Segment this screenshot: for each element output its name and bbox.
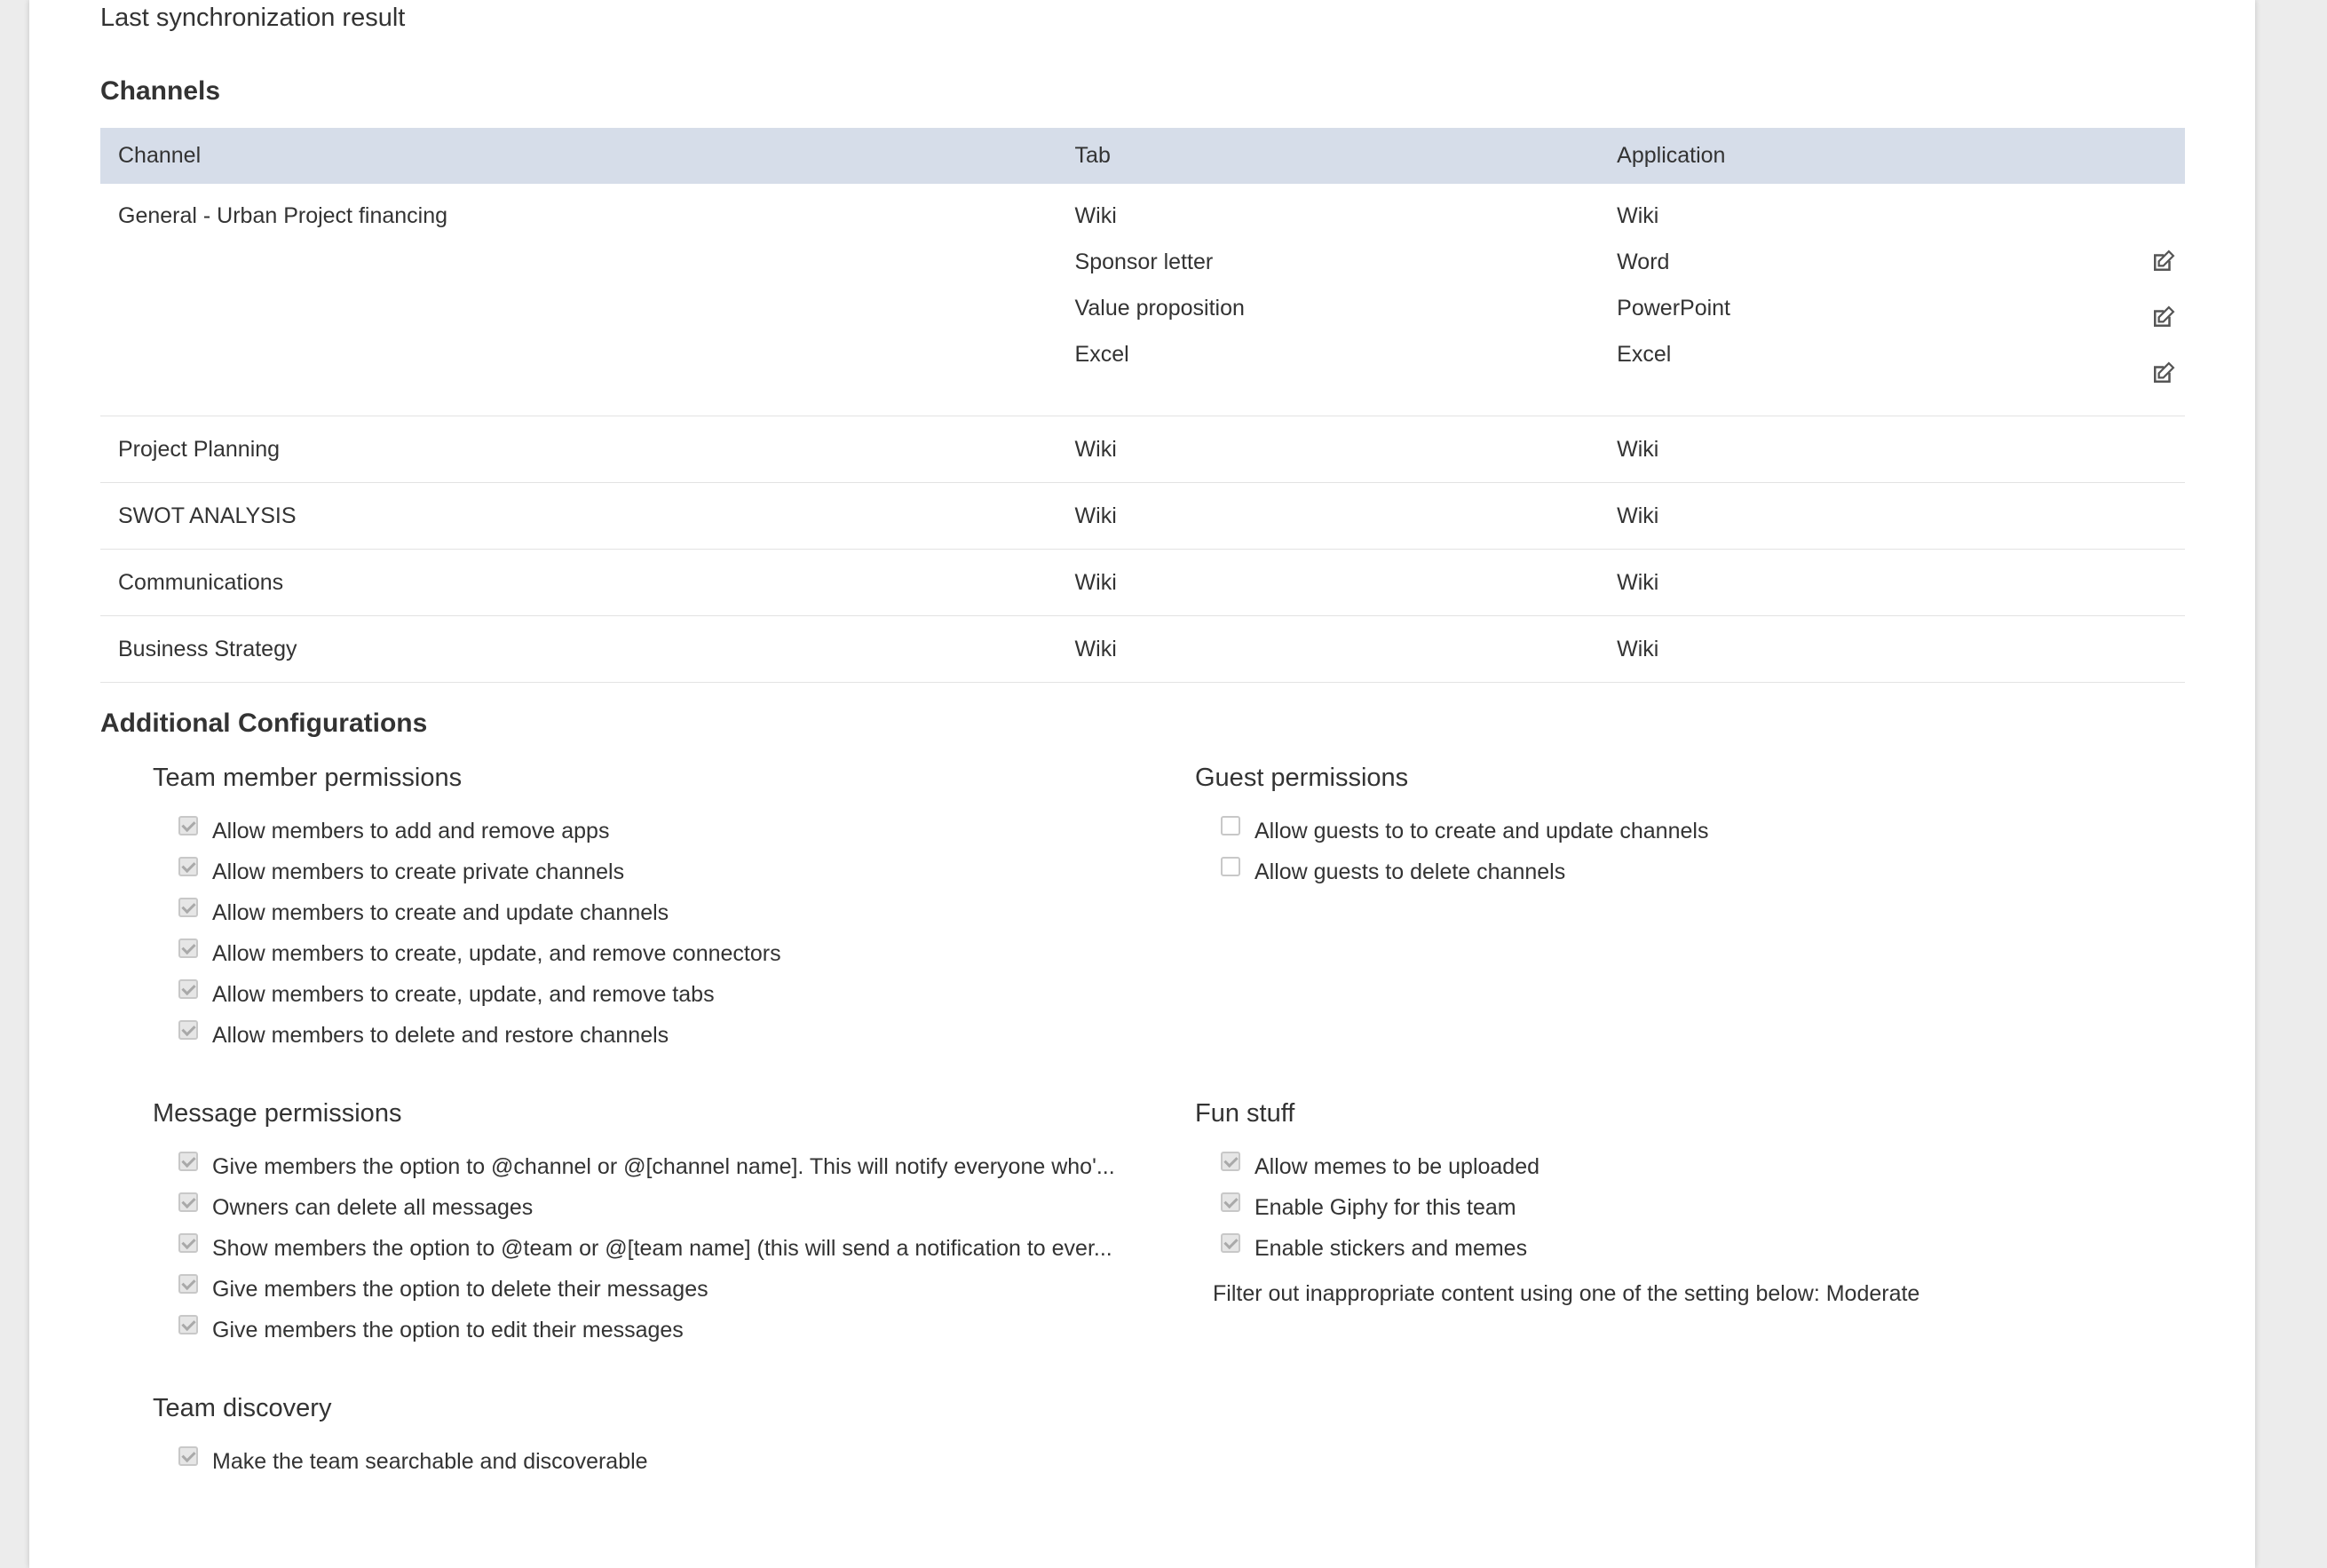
tab-name: Wiki — [1074, 203, 1117, 228]
checkbox-row[interactable] — [178, 1146, 1115, 1187]
checkbox-row[interactable] — [178, 1015, 781, 1056]
checkbox-label: Allow guests to delete channels — [1255, 859, 1566, 884]
app-cell — [1599, 184, 2081, 416]
channels-table — [100, 128, 2185, 683]
app-name: Wiki — [1599, 550, 2081, 616]
checkbox-row[interactable] — [178, 811, 781, 851]
actions-cell — [2081, 483, 2185, 550]
checkbox-row[interactable] — [1221, 851, 1708, 892]
fun-stuff-section — [1195, 1099, 1919, 1307]
checkbox-icon[interactable] — [178, 1192, 198, 1212]
checkbox-row[interactable] — [178, 851, 781, 892]
team-member-permissions-title: Team member permissions — [153, 764, 463, 792]
message-permissions-section — [153, 1099, 1115, 1350]
checkbox-icon[interactable] — [1221, 857, 1240, 876]
team-discovery-section — [153, 1394, 648, 1482]
checkbox-icon[interactable] — [178, 1446, 198, 1466]
tab-name: Wiki — [1057, 483, 1600, 550]
table-row — [100, 616, 2185, 683]
actions-cell — [2081, 416, 2185, 483]
checkbox-icon[interactable] — [178, 1233, 198, 1253]
checkbox-label: Allow members to create, update, and remove tabs — [212, 981, 715, 1007]
team-discovery-title: Team discovery — [153, 1394, 332, 1422]
checkbox-row[interactable] — [1221, 1187, 1919, 1228]
guest-permissions-title: Guest permissions — [1195, 764, 1409, 792]
channel-name: General - Urban Project financing — [118, 203, 448, 228]
checkbox-label: Give members the option to edit their messages — [212, 1317, 684, 1342]
checkbox-icon[interactable] — [1221, 816, 1240, 835]
checkbox-label: Allow memes to be uploaded — [1255, 1153, 1540, 1179]
table-row — [100, 416, 2185, 483]
fun-stuff-title: Fun stuff — [1195, 1099, 1295, 1128]
tab-name: Value proposition — [1074, 296, 1245, 321]
checkbox-row[interactable] — [178, 974, 781, 1015]
header-tab: Tab — [1057, 128, 1600, 184]
checkbox-label: Show members the option to @team or @[team name] (this will send a notification to ever... — [212, 1235, 1112, 1261]
edit-icon[interactable] — [2149, 249, 2176, 275]
checkbox-row[interactable] — [178, 1269, 1115, 1310]
checkbox-row[interactable] — [178, 1310, 1115, 1350]
channel-name-cell — [100, 184, 1057, 416]
message-permissions-title: Message permissions — [153, 1099, 402, 1128]
checkbox-label: Allow guests to to create and update channels — [1255, 818, 1709, 843]
header-application: Application — [1599, 128, 2081, 184]
app-name: Word — [1617, 249, 1670, 274]
checkbox-icon[interactable] — [178, 1274, 198, 1294]
checkbox-icon[interactable] — [178, 1152, 198, 1171]
tab-name: Excel — [1074, 342, 1129, 367]
header-actions — [2081, 128, 2185, 184]
checkbox-icon[interactable] — [178, 857, 198, 876]
table-header-row — [100, 128, 2185, 184]
checkbox-label: Allow members to add and remove apps — [212, 818, 610, 843]
app-name: Wiki — [1599, 416, 2081, 483]
table-row — [100, 550, 2185, 616]
channel-name: SWOT ANALYSIS — [100, 483, 1057, 550]
edit-icon[interactable] — [2149, 305, 2176, 331]
app-name: Wiki — [1599, 616, 2081, 683]
checkbox-icon[interactable] — [178, 898, 198, 917]
checkbox-label: Allow members to create private channels — [212, 859, 625, 884]
checkbox-icon[interactable] — [178, 979, 198, 999]
checkbox-row[interactable] — [178, 1187, 1115, 1228]
checkbox-icon[interactable] — [178, 816, 198, 835]
checkbox-icon[interactable] — [1221, 1152, 1240, 1171]
tab-cell — [1057, 184, 1600, 416]
channel-name: Communications — [100, 550, 1057, 616]
checkbox-label: Allow members to create, update, and remove connectors — [212, 940, 781, 966]
checkbox-icon[interactable] — [178, 1020, 198, 1040]
checkbox-icon[interactable] — [1221, 1233, 1240, 1253]
checkbox-row[interactable] — [178, 892, 781, 933]
checkbox-icon[interactable] — [178, 1315, 198, 1334]
settings-page — [29, 0, 2255, 1568]
checkbox-row[interactable] — [178, 1228, 1115, 1269]
tab-name: Wiki — [1057, 550, 1600, 616]
table-row — [100, 483, 2185, 550]
checkbox-row[interactable] — [178, 1441, 648, 1482]
checkbox-label: Make the team searchable and discoverable — [212, 1448, 648, 1474]
checkbox-row[interactable] — [178, 933, 781, 974]
table-row — [100, 184, 2185, 416]
header-channel: Channel — [100, 128, 1057, 184]
checkbox-label: Allow members to create and update channels — [212, 899, 669, 925]
tab-name: Wiki — [1057, 416, 1600, 483]
checkbox-row[interactable] — [1221, 1146, 1919, 1187]
actions-cell — [2081, 616, 2185, 683]
app-name: Excel — [1617, 342, 1672, 367]
additional-configurations-title: Additional Configurations — [100, 709, 428, 738]
channels-title: Channels — [100, 76, 221, 106]
content-filter-text: Filter out inappropriate content using one of the setting below: Moderate — [1213, 1281, 1920, 1306]
checkbox-icon[interactable] — [1221, 1192, 1240, 1212]
edit-icon[interactable] — [2149, 360, 2176, 387]
last-sync-label: Last synchronization result — [100, 4, 406, 32]
app-name: PowerPoint — [1617, 296, 1731, 321]
channel-name: Business Strategy — [100, 616, 1057, 683]
checkbox-row[interactable] — [1221, 1228, 1919, 1269]
guest-permissions-section — [1195, 764, 1708, 892]
checkbox-row[interactable] — [1221, 811, 1708, 851]
tab-name: Wiki — [1057, 616, 1600, 683]
checkbox-label: Owners can delete all messages — [212, 1194, 534, 1220]
checkbox-label: Allow members to delete and restore channels — [212, 1022, 669, 1048]
checkbox-icon[interactable] — [178, 938, 198, 958]
actions-cell — [2081, 184, 2185, 416]
checkbox-label: Give members the option to delete their messages — [212, 1276, 708, 1302]
checkbox-label: Give members the option to @channel or @[channel name]. This will notify everyone who'... — [212, 1153, 1115, 1179]
app-name: Wiki — [1599, 483, 2081, 550]
app-name: Wiki — [1617, 203, 1659, 228]
actions-cell — [2081, 550, 2185, 616]
channel-name: Project Planning — [100, 416, 1057, 483]
checkbox-label: Enable stickers and memes — [1255, 1235, 1528, 1261]
tab-name: Sponsor letter — [1074, 249, 1214, 274]
checkbox-label: Enable Giphy for this team — [1255, 1194, 1516, 1220]
team-member-permissions-section — [153, 764, 781, 1056]
